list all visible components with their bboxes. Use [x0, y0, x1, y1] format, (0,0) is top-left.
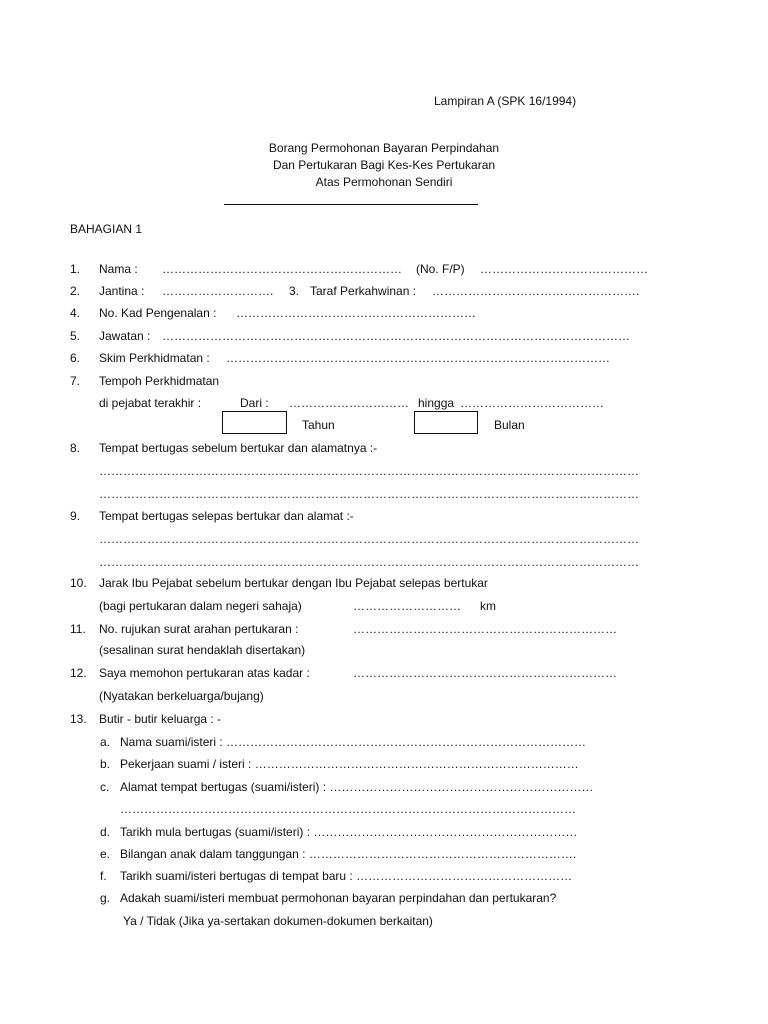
- alamat-tempat-bertugas-cont[interactable]: ……………………………………………………………………………………………………: [120, 802, 576, 816]
- item-number: 8.: [70, 441, 81, 455]
- tempoh-perkhidmatan-label: Tempoh Perkhidmatan: [99, 374, 220, 388]
- butir-keluarga-label: Butir - butir keluarga : -: [99, 712, 222, 726]
- pejabat-terakhir-label: di pejabat terakhir :: [99, 396, 202, 410]
- bulan-box[interactable]: [414, 411, 478, 434]
- skim-perkhidmatan-label: Skim Perkhidmatan :: [99, 351, 210, 365]
- tempat-selepas-field-1[interactable]: ………………………………………………………………………………………………………………………: [99, 532, 639, 546]
- jawatan-label: Jawatan :: [99, 329, 151, 343]
- sub-letter: a.: [100, 735, 111, 749]
- bilangan-anak-field[interactable]: Bilangan anak dalam tanggungan : ………………………………………………………….: [120, 847, 577, 861]
- tempat-sebelum-label: Tempat bertugas sebelum bertukar dan alamatnya :-: [99, 441, 378, 455]
- sub-letter: f.: [100, 869, 107, 883]
- jarak-sublabel: (bagi pertukaran dalam negeri sahaja): [99, 599, 302, 613]
- tarikh-mula-field[interactable]: Tarikh mula bertugas (suami/isteri) : …………………………………………………………: [120, 825, 578, 839]
- lampiran-reference: Lampiran A (SPK 16/1994): [434, 94, 577, 108]
- jarak-field[interactable]: ………………………: [353, 599, 461, 613]
- rujukan-sublabel: (sesalinan surat hendaklah disertakan): [99, 643, 306, 657]
- dari-field[interactable]: …………………………: [289, 396, 409, 410]
- form-title-line-1: Borang Permohonan Bayaran Perpindahan: [268, 141, 500, 155]
- nama-label: Nama :: [99, 262, 138, 276]
- rujukan-label: No. rujukan surat arahan pertukaran :: [99, 622, 299, 636]
- title-underline: [224, 204, 478, 205]
- item-number: 6.: [70, 351, 81, 365]
- kad-pengenalan-label: No. Kad Pengenalan :: [99, 306, 217, 320]
- tempat-selepas-label: Tempat bertugas selepas bertukar dan alamat :-: [99, 509, 354, 523]
- tarikh-tempat-baru-field[interactable]: Tarikh suami/isteri bertugas di tempat baru : ………………………………………………: [120, 869, 573, 883]
- dari-label: Dari :: [240, 396, 269, 410]
- item-number: 2.: [70, 284, 81, 298]
- kadar-sublabel: (Nyatakan berkeluarga/bujang): [99, 689, 264, 703]
- ya-tidak-answer[interactable]: Ya / Tidak (Jika ya-sertakan dokumen-dokumen berkaitan): [123, 914, 433, 928]
- nama-suami-isteri-field[interactable]: Nama suami/isteri : ………………………………………………………………………………: [120, 735, 587, 749]
- nama-field[interactable]: ……………………………………………………: [162, 262, 402, 276]
- item-number: 4.: [70, 306, 81, 320]
- tempat-sebelum-field-1[interactable]: ………………………………………………………………………………………………………………………: [99, 464, 639, 478]
- bulan-label: Bulan: [494, 418, 525, 432]
- jantina-label: Jantina :: [99, 284, 145, 298]
- item-number: 5.: [70, 329, 81, 343]
- sub-letter: e.: [100, 847, 111, 861]
- kadar-label: Saya memohon pertukaran atas kadar :: [99, 666, 310, 680]
- item-number: 3.: [289, 284, 300, 298]
- permohonan-question: Adakah suami/isteri membuat permohonan bayaran perpindahan dan pertukaran?: [120, 891, 557, 905]
- tahun-box[interactable]: [222, 411, 287, 434]
- km-unit: km: [480, 599, 496, 613]
- no-fp-label: (No. F/P): [416, 262, 465, 276]
- tempat-sebelum-field-2[interactable]: ………………………………………………………………………………………………………………………: [99, 487, 639, 501]
- no-fp-field[interactable]: ……………………………………: [480, 262, 648, 276]
- form-title-line-2: Dan Pertukaran Bagi Kes-Kes Pertukaran: [272, 158, 496, 172]
- kadar-field[interactable]: …………………………………………………………: [353, 666, 617, 680]
- sub-letter: c.: [100, 780, 110, 794]
- item-number: 1.: [70, 262, 81, 276]
- jantina-field[interactable]: ……………………….: [162, 284, 274, 298]
- skim-perkhidmatan-field[interactable]: ……………………………………………………………………………………: [226, 351, 610, 365]
- form-title-line-3: Atas Permohonan Sendiri: [315, 175, 453, 189]
- jawatan-field[interactable]: ………………………………………………………………………………………………………: [162, 329, 630, 343]
- item-number: 11.: [70, 622, 86, 636]
- item-number: 7.: [70, 374, 81, 388]
- jarak-label: Jarak Ibu Pejabat sebelum bertukar dengan Ibu Pejabat selepas bertukar: [99, 576, 488, 590]
- taraf-perkahwinan-label: Taraf Perkahwinan :: [310, 284, 417, 298]
- item-number: 13.: [70, 712, 87, 726]
- kad-pengenalan-field[interactable]: ……………………………………………………: [236, 306, 476, 320]
- taraf-perkahwinan-field[interactable]: …………………………………………….: [432, 284, 640, 298]
- hingga-field[interactable]: ………………………………: [460, 396, 604, 410]
- hingga-label: hingga: [418, 396, 455, 410]
- sub-letter: d.: [100, 825, 111, 839]
- sub-letter: b.: [100, 757, 111, 771]
- tahun-label: Tahun: [302, 418, 335, 432]
- item-number: 12.: [70, 666, 87, 680]
- rujukan-field[interactable]: …………………………………………………………: [353, 622, 617, 636]
- alamat-tempat-bertugas-field[interactable]: Alamat tempat bertugas (suami/isteri) : …………………………………………………………: [120, 780, 594, 794]
- item-number: 9.: [70, 509, 81, 523]
- tempat-selepas-field-2[interactable]: ………………………………………………………………………………………………………………………: [99, 555, 639, 569]
- sub-letter: g.: [100, 891, 111, 905]
- section-heading: BAHAGIAN 1: [70, 222, 143, 236]
- item-number: 10.: [70, 576, 87, 590]
- pekerjaan-field[interactable]: Pekerjaan suami / isteri : ………………………………………………………………………: [120, 757, 579, 771]
